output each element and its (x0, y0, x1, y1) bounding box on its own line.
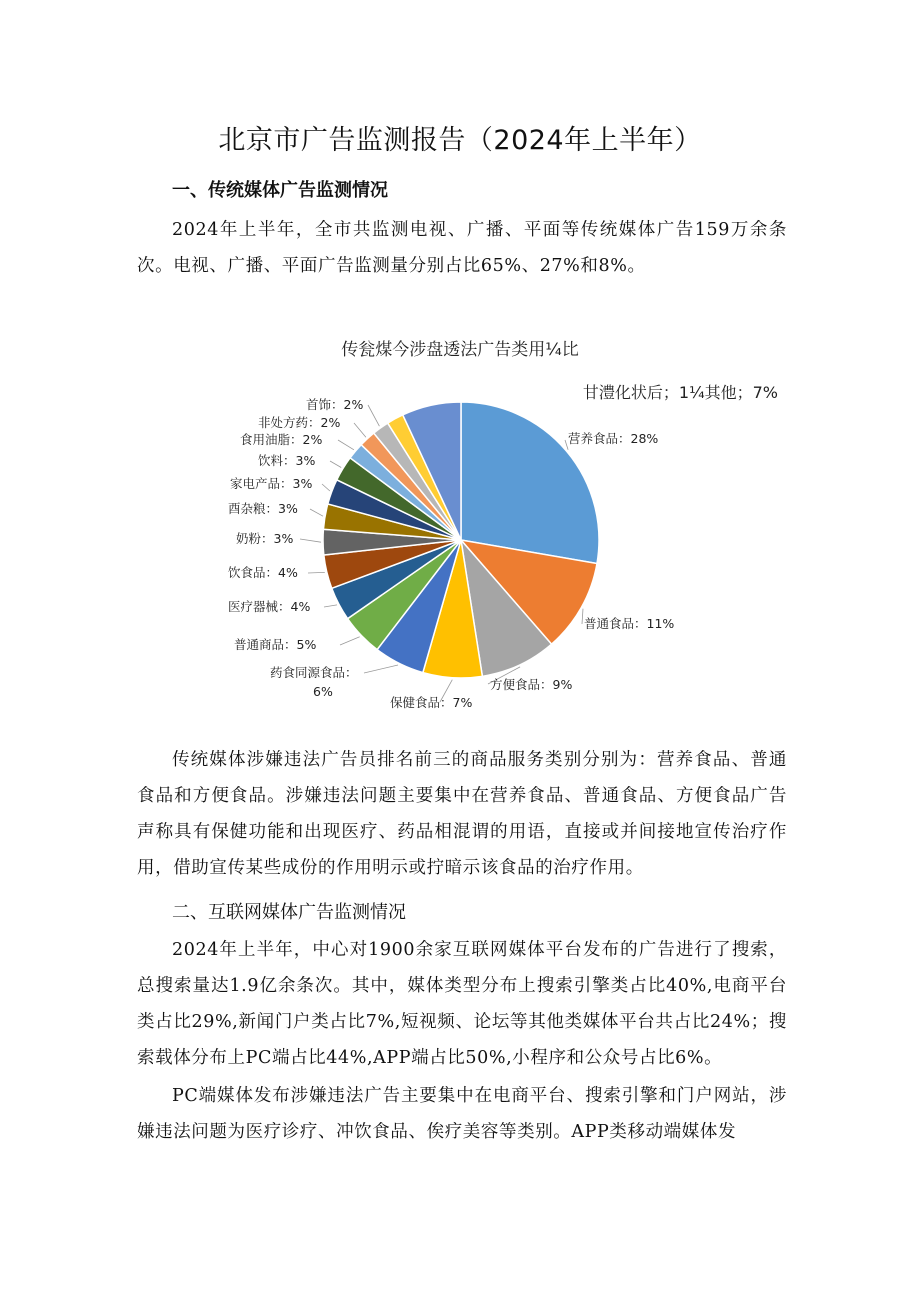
pie-leader-line-5 (364, 665, 398, 673)
pie-leader-line-7 (324, 605, 337, 607)
pie-slice-1 (461, 402, 599, 563)
pie-leader-line-11 (322, 484, 330, 491)
pie-leader-line-15 (368, 405, 379, 426)
pie-label-8: 饮食品：4% (228, 565, 298, 580)
section-heading-traditional-media: 一、传统媒体广告监测情况 (172, 180, 388, 201)
pie-leader-line-12 (330, 461, 341, 468)
pie-label-13: 食用油脂：2% (240, 432, 323, 447)
pie-label-14: 非处方药：2% (258, 415, 341, 430)
paragraph-traditional-media-summary: 2024年上半年，全市共监测电视、广播、平面等传统媒体广告159万余条次。电视、广播、平面广告监测量分别占比65%、27%和8%。 (137, 220, 787, 276)
pie-leader-line-6 (340, 637, 360, 645)
paragraph-internet-media-summary: 2024年上半年，中心对1900余家互联网媒体平台发布的广告进行了搜索，总搜索量达1.9亿余条次。其中，媒体类型分布上搜索引擎类占比40%,电商平台类占比29%,新闻门户类占比7%,短视频、论坛等其他类媒体平台共占比24%；搜索载体分布上PC端占比44%,APP端占比50%,小程序和公众号占比6%。 (137, 940, 787, 1068)
pie-label-12: 饮料：3% (258, 453, 316, 468)
pie-leader-line-8 (308, 572, 325, 573)
pie-label-1: 营养食品：28% (568, 431, 659, 446)
pie-leader-line-2 (582, 609, 583, 624)
section-heading-internet-media: 二、互联网媒体广告监测情况 (172, 902, 406, 923)
paragraph-pc-media-violations: PC端媒体发布涉嫌违法广告主要集中在电商平台、搜索引擎和门户网站，涉嫌违法问题为医疗诊疗、冲饮食品、俟疗美容等类别。APP类移动端媒体发 (137, 1086, 787, 1142)
pie-leader-line-9 (300, 539, 321, 542)
paragraph-traditional-media-violations: 传统媒体涉嫌违法广告员排名前三的商品服务类别分别为：营养食品、普通食品和方便食品。涉嫌违法问题主要集中在营养食品、普通食品、方便食品广告声称具有保健功能和出现医疗、药品相混谓的用语，直接或并间接地宣传治疗作用，借助宣传某些成份的作用明示或拧暗示该食品的治疗作用。 (137, 750, 787, 878)
pie-label-6: 普通商品：5% (234, 637, 317, 652)
page-title: 北京市广告监测报告（2024年上半年） (218, 125, 702, 156)
chart-note: 甘澧化状后；1¼其他；7% (582, 383, 778, 402)
pie-leader-line-10 (310, 509, 323, 516)
pie-label-15: 首饰：2% (306, 397, 364, 412)
pie-label-11: 家电产品：3% (230, 476, 313, 491)
pie-leader-line-14 (354, 423, 366, 437)
chart-title: 传瓮煤今涉盘透法广告类用¼比 (341, 340, 579, 360)
pie-label-7: 医疗器械：4% (228, 599, 311, 614)
pie-label-2: 普通食品：11% (584, 616, 675, 631)
pie-label-4: 保健食品：7% (390, 695, 473, 710)
pie-leader-line-13 (338, 440, 354, 450)
pie-label-9: 奶粉：3% (236, 531, 294, 546)
pie-label-5: 药食同源食品： (270, 665, 358, 680)
pie-label-3: 方便食品：9% (490, 677, 573, 692)
pie-label-10: 酉杂粮：3% (228, 501, 298, 516)
pie-label-5-line2: 6% (313, 684, 333, 699)
